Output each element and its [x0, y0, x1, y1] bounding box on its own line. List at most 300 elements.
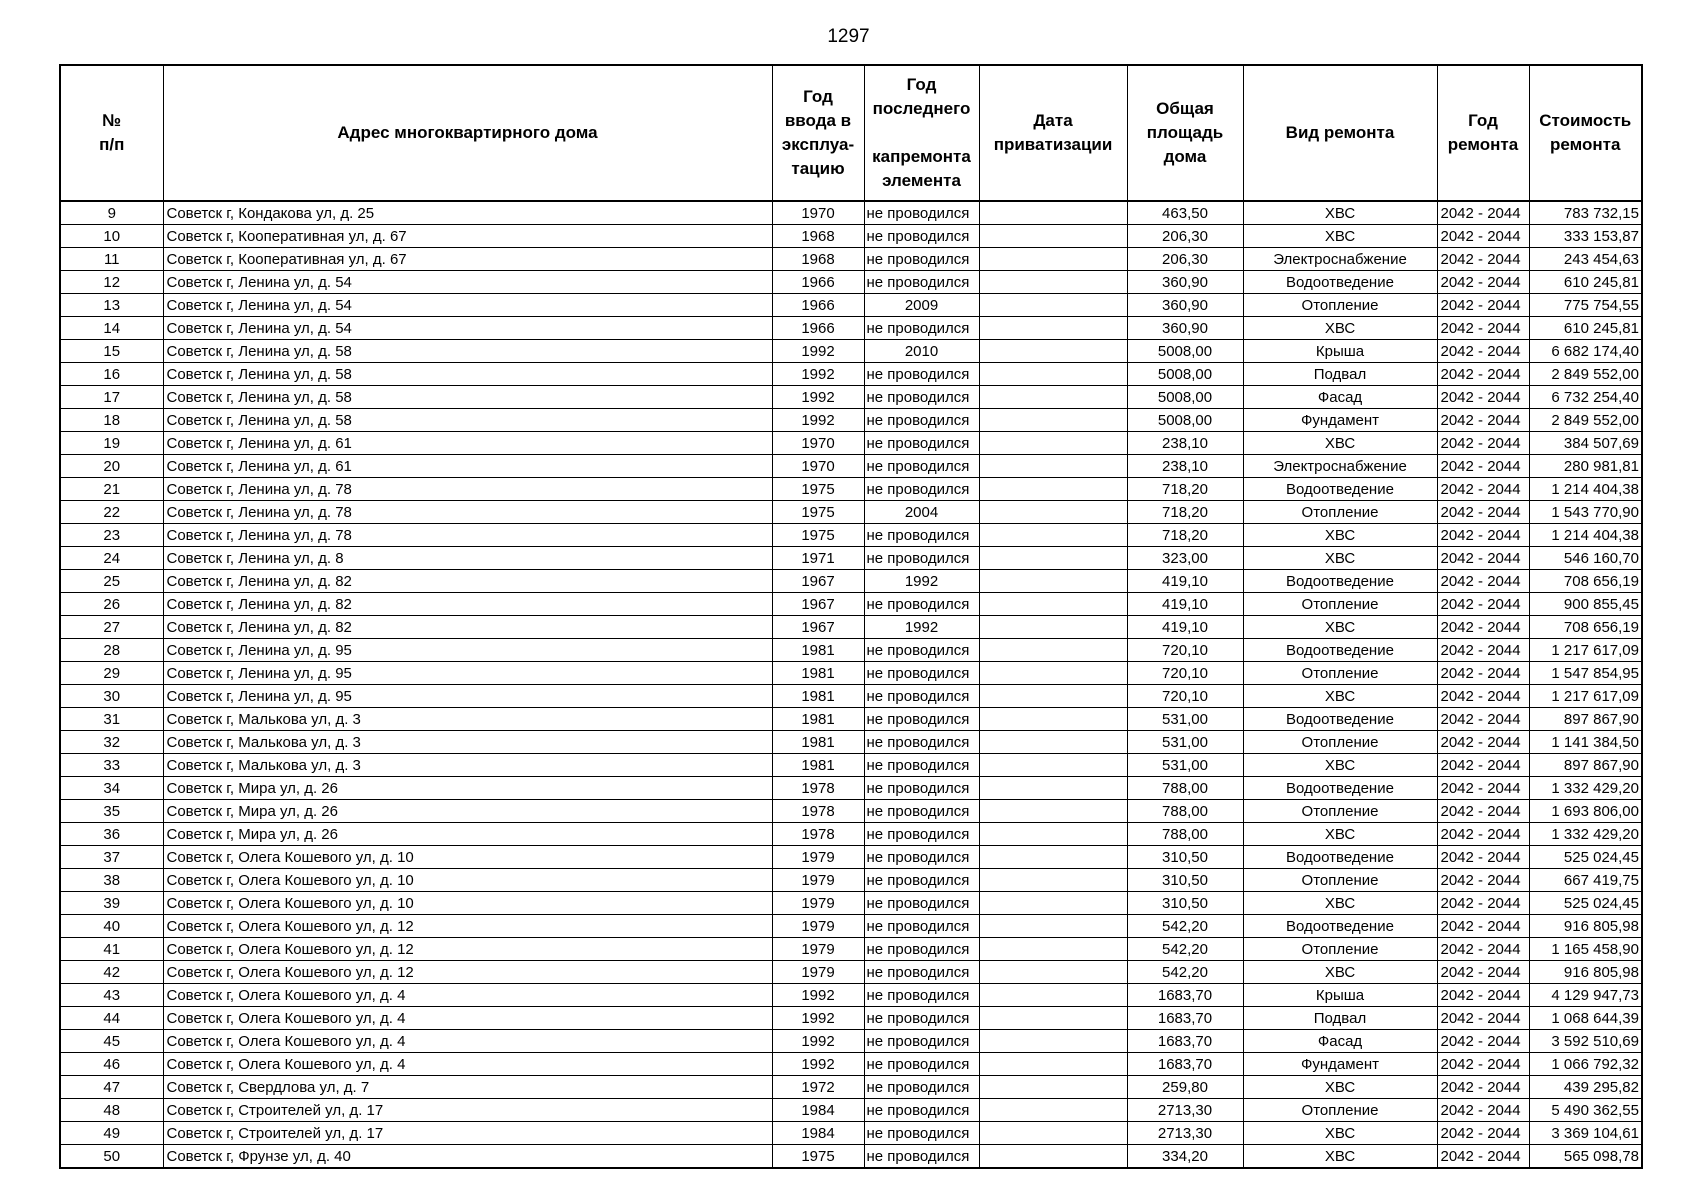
last-repair-value: не проводился [866, 319, 970, 337]
cell-year-built: 1992 [772, 1030, 864, 1053]
table-row [60, 409, 1642, 432]
cell-last-repair [864, 961, 979, 984]
cell-address: Советск г, Малькова ул, д. 3 [163, 731, 772, 754]
cell-last-repair [864, 800, 979, 823]
cell-num: 14 [60, 317, 163, 340]
cell-repair-year: 2042 - 2044 [1437, 639, 1529, 662]
table-row [60, 823, 1642, 846]
cell-num: 9 [60, 201, 163, 225]
cell-area: 463,50 [1127, 201, 1243, 225]
cell-repair-type: ХВС [1243, 201, 1437, 225]
cell-year-built: 1979 [772, 846, 864, 869]
cell-year-built: 1981 [772, 754, 864, 777]
table-row [60, 386, 1642, 409]
cell-repair-year: 2042 - 2044 [1437, 524, 1529, 547]
cell-cost: 708 656,19 [1529, 616, 1642, 639]
cell-repair-year: 2042 - 2044 [1437, 1122, 1529, 1145]
cell-last-repair [864, 340, 979, 363]
cell-num: 13 [60, 294, 163, 317]
cell-last-repair [864, 363, 979, 386]
cell-address: Советск г, Ленина ул, д. 82 [163, 593, 772, 616]
cell-area: 531,00 [1127, 708, 1243, 731]
cell-num: 31 [60, 708, 163, 731]
cell-last-repair [864, 501, 979, 524]
cell-privatization [979, 524, 1127, 547]
cell-repair-year: 2042 - 2044 [1437, 685, 1529, 708]
cell-year-built: 1979 [772, 915, 864, 938]
cell-area: 5008,00 [1127, 386, 1243, 409]
cell-cost: 1 332 429,20 [1529, 823, 1642, 846]
cell-privatization [979, 1007, 1127, 1030]
cell-year-built: 1981 [772, 685, 864, 708]
cell-privatization [979, 501, 1127, 524]
cell-last-repair [864, 662, 979, 685]
cell-repair-year: 2042 - 2044 [1437, 432, 1529, 455]
table-row [60, 317, 1642, 340]
cell-num: 27 [60, 616, 163, 639]
cell-last-repair [864, 1099, 979, 1122]
table-row [60, 731, 1642, 754]
cell-num: 45 [60, 1030, 163, 1053]
cell-privatization [979, 869, 1127, 892]
table-row [60, 662, 1642, 685]
cell-last-repair [864, 1122, 979, 1145]
cell-repair-year: 2042 - 2044 [1437, 754, 1529, 777]
cell-cost: 525 024,45 [1529, 846, 1642, 869]
cell-area: 360,90 [1127, 271, 1243, 294]
cell-last-repair [864, 731, 979, 754]
cell-area: 310,50 [1127, 846, 1243, 869]
cell-address: Советск г, Олега Кошевого ул, д. 12 [163, 961, 772, 984]
cell-area: 323,00 [1127, 547, 1243, 570]
cell-cost: 1 217 617,09 [1529, 639, 1642, 662]
cell-area: 720,10 [1127, 662, 1243, 685]
cell-privatization [979, 340, 1127, 363]
cell-area: 238,10 [1127, 432, 1243, 455]
cell-address: Советск г, Ленина ул, д. 58 [163, 386, 772, 409]
cell-repair-year: 2042 - 2044 [1437, 708, 1529, 731]
table-header [60, 65, 1642, 201]
cell-address: Советск г, Ленина ул, д. 58 [163, 340, 772, 363]
last-repair-value: не проводился [866, 710, 970, 728]
cell-area: 542,20 [1127, 961, 1243, 984]
cell-num: 48 [60, 1099, 163, 1122]
cell-cost: 1 693 806,00 [1529, 800, 1642, 823]
cell-repair-type: ХВС [1243, 823, 1437, 846]
cell-cost: 4 129 947,73 [1529, 984, 1642, 1007]
cell-repair-type: ХВС [1243, 1145, 1437, 1169]
cell-cost: 1 214 404,38 [1529, 524, 1642, 547]
cell-repair-year: 2042 - 2044 [1437, 869, 1529, 892]
cell-year-built: 1992 [772, 386, 864, 409]
cell-num: 34 [60, 777, 163, 800]
cell-last-repair [864, 616, 979, 639]
cell-num: 18 [60, 409, 163, 432]
last-repair-value: не проводился [866, 687, 970, 705]
cell-last-repair [864, 708, 979, 731]
cell-privatization [979, 271, 1127, 294]
cell-year-built: 1968 [772, 248, 864, 271]
table-row [60, 455, 1642, 478]
cell-repair-type: Отопление [1243, 294, 1437, 317]
table-row [60, 938, 1642, 961]
cell-address: Советск г, Ленина ул, д. 78 [163, 501, 772, 524]
cell-repair-year: 2042 - 2044 [1437, 455, 1529, 478]
cell-privatization [979, 201, 1127, 225]
cell-repair-type: Водоотведение [1243, 708, 1437, 731]
cell-cost: 3 369 104,61 [1529, 1122, 1642, 1145]
cell-address: Советск г, Ленина ул, д. 8 [163, 547, 772, 570]
last-repair-value: 1992 [904, 572, 939, 590]
last-repair-value: не проводился [866, 756, 970, 774]
cell-year-built: 1966 [772, 294, 864, 317]
last-repair-value: не проводился [866, 1147, 970, 1165]
last-repair-value: не проводился [866, 1101, 970, 1119]
cell-repair-type: ХВС [1243, 524, 1437, 547]
last-repair-value: не проводился [866, 411, 970, 429]
cell-repair-year: 2042 - 2044 [1437, 593, 1529, 616]
cell-address: Советск г, Малькова ул, д. 3 [163, 754, 772, 777]
cell-repair-year: 2042 - 2044 [1437, 1007, 1529, 1030]
cell-year-built: 1979 [772, 892, 864, 915]
header-area: Общая площадь дома [1127, 65, 1243, 201]
cell-num: 30 [60, 685, 163, 708]
cell-year-built: 1967 [772, 616, 864, 639]
cell-num: 32 [60, 731, 163, 754]
cell-year-built: 1970 [772, 201, 864, 225]
cell-privatization [979, 754, 1127, 777]
cell-num: 29 [60, 662, 163, 685]
cell-cost: 333 153,87 [1529, 225, 1642, 248]
last-repair-value: 2010 [904, 342, 939, 360]
cell-repair-type: Фундамент [1243, 1053, 1437, 1076]
cell-area: 720,10 [1127, 685, 1243, 708]
cell-last-repair [864, 1030, 979, 1053]
cell-privatization [979, 892, 1127, 915]
table-row [60, 984, 1642, 1007]
cell-privatization [979, 1030, 1127, 1053]
cell-privatization [979, 1099, 1127, 1122]
last-repair-value: не проводился [866, 871, 970, 889]
last-repair-value: не проводился [866, 641, 970, 659]
cell-privatization [979, 317, 1127, 340]
table-row [60, 685, 1642, 708]
cell-privatization [979, 294, 1127, 317]
cell-area: 419,10 [1127, 570, 1243, 593]
cell-cost: 897 867,90 [1529, 754, 1642, 777]
last-repair-value: не проводился [866, 664, 970, 682]
cell-year-built: 1975 [772, 524, 864, 547]
cell-privatization [979, 225, 1127, 248]
cell-cost: 280 981,81 [1529, 455, 1642, 478]
cell-cost: 565 098,78 [1529, 1145, 1642, 1169]
header-year-built: Год ввода в эксплуа- тацию [772, 65, 864, 201]
cell-cost: 1 141 384,50 [1529, 731, 1642, 754]
cell-repair-type: ХВС [1243, 961, 1437, 984]
repair-table [59, 64, 1643, 1169]
cell-repair-type: ХВС [1243, 1122, 1437, 1145]
cell-address: Советск г, Ленина ул, д. 54 [163, 271, 772, 294]
cell-repair-type: Фасад [1243, 386, 1437, 409]
cell-repair-year: 2042 - 2044 [1437, 409, 1529, 432]
last-repair-value: не проводился [866, 779, 970, 797]
cell-last-repair [864, 1076, 979, 1099]
cell-repair-type: Отопление [1243, 800, 1437, 823]
table-body [60, 201, 1642, 1168]
header-cost: Стоимость ремонта [1529, 65, 1642, 201]
cell-repair-type: ХВС [1243, 1076, 1437, 1099]
last-repair-value: не проводился [866, 733, 970, 751]
cell-num: 20 [60, 455, 163, 478]
cell-address: Советск г, Ленина ул, д. 95 [163, 639, 772, 662]
cell-last-repair [864, 892, 979, 915]
cell-address: Советск г, Ленина ул, д. 61 [163, 455, 772, 478]
cell-year-built: 1984 [772, 1122, 864, 1145]
cell-area: 1683,70 [1127, 1030, 1243, 1053]
cell-privatization [979, 662, 1127, 685]
cell-repair-type: Подвал [1243, 1007, 1437, 1030]
last-repair-value: 1992 [904, 618, 939, 636]
cell-privatization [979, 593, 1127, 616]
cell-last-repair [864, 294, 979, 317]
table-row [60, 1030, 1642, 1053]
cell-year-built: 1992 [772, 340, 864, 363]
cell-address: Советск г, Олега Кошевого ул, д. 10 [163, 892, 772, 915]
cell-repair-type: Водоотведение [1243, 570, 1437, 593]
cell-cost: 1 066 792,32 [1529, 1053, 1642, 1076]
last-repair-value: не проводился [866, 273, 970, 291]
cell-address: Советск г, Олега Кошевого ул, д. 12 [163, 915, 772, 938]
table-row [60, 915, 1642, 938]
cell-cost: 1 217 617,09 [1529, 685, 1642, 708]
cell-repair-year: 2042 - 2044 [1437, 800, 1529, 823]
cell-cost: 783 732,15 [1529, 201, 1642, 225]
cell-year-built: 1981 [772, 708, 864, 731]
cell-privatization [979, 547, 1127, 570]
cell-address: Советск г, Мира ул, д. 26 [163, 777, 772, 800]
cell-repair-type: Водоотведение [1243, 915, 1437, 938]
cell-num: 41 [60, 938, 163, 961]
cell-num: 35 [60, 800, 163, 823]
cell-num: 33 [60, 754, 163, 777]
table-row [60, 593, 1642, 616]
cell-cost: 610 245,81 [1529, 271, 1642, 294]
cell-last-repair [864, 547, 979, 570]
cell-repair-type: ХВС [1243, 432, 1437, 455]
last-repair-value: 2004 [904, 503, 939, 521]
cell-area: 531,00 [1127, 731, 1243, 754]
cell-year-built: 1972 [772, 1076, 864, 1099]
cell-year-built: 1981 [772, 662, 864, 685]
last-repair-value: не проводился [866, 802, 970, 820]
cell-repair-type: Крыша [1243, 340, 1437, 363]
cell-repair-type: ХВС [1243, 547, 1437, 570]
last-repair-value: не проводился [866, 549, 970, 567]
last-repair-value: не проводился [866, 825, 970, 843]
cell-address: Советск г, Олега Кошевого ул, д. 10 [163, 846, 772, 869]
table-row [60, 892, 1642, 915]
cell-address: Советск г, Свердлова ул, д. 7 [163, 1076, 772, 1099]
cell-num: 15 [60, 340, 163, 363]
last-repair-value: 2009 [904, 296, 939, 314]
cell-address: Советск г, Фрунзе ул, д. 40 [163, 1145, 772, 1169]
cell-area: 206,30 [1127, 248, 1243, 271]
cell-cost: 610 245,81 [1529, 317, 1642, 340]
cell-cost: 6 732 254,40 [1529, 386, 1642, 409]
cell-address: Советск г, Ленина ул, д. 95 [163, 685, 772, 708]
cell-last-repair [864, 823, 979, 846]
cell-address: Советск г, Олега Кошевого ул, д. 4 [163, 1053, 772, 1076]
cell-area: 2713,30 [1127, 1099, 1243, 1122]
cell-repair-type: ХВС [1243, 685, 1437, 708]
cell-privatization [979, 570, 1127, 593]
cell-repair-year: 2042 - 2044 [1437, 846, 1529, 869]
cell-address: Советск г, Мира ул, д. 26 [163, 823, 772, 846]
cell-year-built: 1992 [772, 984, 864, 1007]
cell-privatization [979, 386, 1127, 409]
cell-area: 788,00 [1127, 777, 1243, 800]
cell-privatization [979, 1145, 1127, 1169]
cell-num: 38 [60, 869, 163, 892]
cell-cost: 439 295,82 [1529, 1076, 1642, 1099]
table-row [60, 478, 1642, 501]
cell-area: 720,10 [1127, 639, 1243, 662]
table-row [60, 1053, 1642, 1076]
last-repair-value: не проводился [866, 204, 970, 222]
table-row [60, 961, 1642, 984]
header-num: № п/п [60, 65, 163, 201]
cell-privatization [979, 846, 1127, 869]
cell-cost: 243 454,63 [1529, 248, 1642, 271]
cell-repair-type: ХВС [1243, 616, 1437, 639]
cell-repair-type: Водоотведение [1243, 846, 1437, 869]
last-repair-value: не проводился [866, 848, 970, 866]
last-repair-value: не проводился [866, 1055, 970, 1073]
cell-year-built: 1967 [772, 570, 864, 593]
cell-repair-type: ХВС [1243, 317, 1437, 340]
cell-repair-year: 2042 - 2044 [1437, 961, 1529, 984]
cell-repair-type: Водоотведение [1243, 478, 1437, 501]
cell-repair-year: 2042 - 2044 [1437, 386, 1529, 409]
cell-privatization [979, 616, 1127, 639]
cell-repair-year: 2042 - 2044 [1437, 1053, 1529, 1076]
cell-repair-year: 2042 - 2044 [1437, 271, 1529, 294]
cell-privatization [979, 248, 1127, 271]
cell-address: Советск г, Ленина ул, д. 54 [163, 317, 772, 340]
cell-year-built: 1981 [772, 731, 864, 754]
cell-last-repair [864, 201, 979, 225]
cell-area: 718,20 [1127, 501, 1243, 524]
cell-cost: 708 656,19 [1529, 570, 1642, 593]
cell-repair-type: Подвал [1243, 363, 1437, 386]
cell-repair-type: Водоотведение [1243, 777, 1437, 800]
cell-num: 49 [60, 1122, 163, 1145]
cell-repair-year: 2042 - 2044 [1437, 1076, 1529, 1099]
cell-year-built: 1966 [772, 317, 864, 340]
cell-last-repair [864, 248, 979, 271]
cell-address: Советск г, Строителей ул, д. 17 [163, 1099, 772, 1122]
last-repair-value: не проводился [866, 365, 970, 383]
cell-area: 206,30 [1127, 225, 1243, 248]
cell-repair-year: 2042 - 2044 [1437, 317, 1529, 340]
cell-last-repair [864, 685, 979, 708]
cell-year-built: 1970 [772, 432, 864, 455]
cell-cost: 1 543 770,90 [1529, 501, 1642, 524]
table-row [60, 340, 1642, 363]
cell-year-built: 1979 [772, 961, 864, 984]
table-row [60, 1122, 1642, 1145]
cell-num: 47 [60, 1076, 163, 1099]
cell-cost: 2 849 552,00 [1529, 363, 1642, 386]
cell-privatization [979, 823, 1127, 846]
cell-num: 50 [60, 1145, 163, 1169]
cell-privatization [979, 432, 1127, 455]
cell-address: Советск г, Ленина ул, д. 78 [163, 478, 772, 501]
cell-num: 28 [60, 639, 163, 662]
cell-last-repair [864, 639, 979, 662]
cell-repair-type: Электроснабжение [1243, 248, 1437, 271]
cell-privatization [979, 731, 1127, 754]
cell-last-repair [864, 225, 979, 248]
last-repair-value: не проводился [866, 250, 970, 268]
cell-year-built: 1979 [772, 869, 864, 892]
cell-address: Советск г, Кооперативная ул, д. 67 [163, 225, 772, 248]
cell-repair-year: 2042 - 2044 [1437, 1099, 1529, 1122]
last-repair-value: не проводился [866, 1009, 970, 1027]
table-row [60, 777, 1642, 800]
cell-area: 238,10 [1127, 455, 1243, 478]
cell-cost: 900 855,45 [1529, 593, 1642, 616]
cell-area: 419,10 [1127, 593, 1243, 616]
cell-num: 26 [60, 593, 163, 616]
cell-area: 788,00 [1127, 823, 1243, 846]
table-row [60, 639, 1642, 662]
cell-repair-year: 2042 - 2044 [1437, 501, 1529, 524]
cell-repair-year: 2042 - 2044 [1437, 340, 1529, 363]
cell-year-built: 1975 [772, 478, 864, 501]
header-repair-year: Год ремонта [1437, 65, 1529, 201]
last-repair-value: не проводился [866, 457, 970, 475]
cell-address: Советск г, Ленина ул, д. 61 [163, 432, 772, 455]
cell-area: 718,20 [1127, 524, 1243, 547]
cell-num: 12 [60, 271, 163, 294]
cell-area: 1683,70 [1127, 984, 1243, 1007]
cell-repair-year: 2042 - 2044 [1437, 547, 1529, 570]
cell-address: Советск г, Строителей ул, д. 17 [163, 1122, 772, 1145]
cell-year-built: 1992 [772, 1053, 864, 1076]
cell-repair-year: 2042 - 2044 [1437, 892, 1529, 915]
cell-repair-year: 2042 - 2044 [1437, 823, 1529, 846]
last-repair-value: не проводился [866, 227, 970, 245]
cell-privatization [979, 961, 1127, 984]
cell-year-built: 1970 [772, 455, 864, 478]
cell-repair-type: Отопление [1243, 593, 1437, 616]
cell-address: Советск г, Ленина ул, д. 58 [163, 363, 772, 386]
cell-repair-year: 2042 - 2044 [1437, 570, 1529, 593]
cell-num: 16 [60, 363, 163, 386]
cell-num: 42 [60, 961, 163, 984]
cell-repair-year: 2042 - 2044 [1437, 915, 1529, 938]
cell-cost: 897 867,90 [1529, 708, 1642, 731]
cell-year-built: 1981 [772, 639, 864, 662]
cell-cost: 3 592 510,69 [1529, 1030, 1642, 1053]
cell-repair-type: Отопление [1243, 731, 1437, 754]
cell-privatization [979, 455, 1127, 478]
table-row [60, 547, 1642, 570]
cell-privatization [979, 708, 1127, 731]
cell-year-built: 1992 [772, 1007, 864, 1030]
table-row [60, 1007, 1642, 1030]
